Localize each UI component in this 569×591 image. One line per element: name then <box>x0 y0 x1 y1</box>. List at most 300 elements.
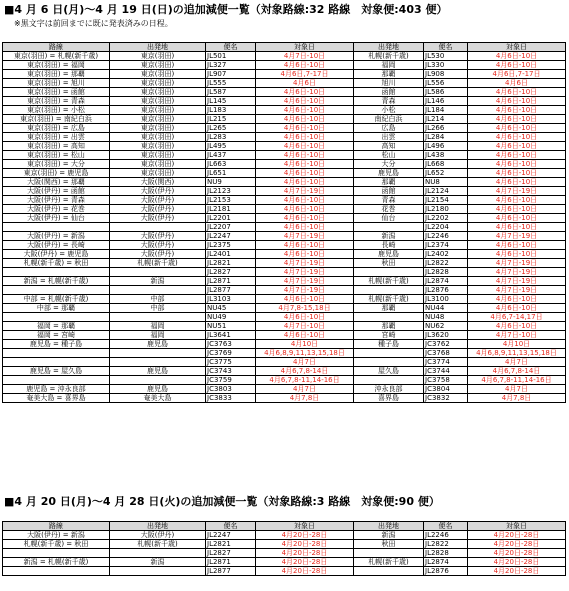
route-cell: 東京(羽田) = 福岡 <box>3 61 110 70</box>
table-row <box>3 223 566 232</box>
header-dates-return: 対象日 <box>468 522 566 531</box>
table-row <box>3 187 566 196</box>
table-row <box>3 385 566 394</box>
flight-return-cell: JL2124 <box>424 187 468 196</box>
flight-cell: JL327 <box>206 61 256 70</box>
dates-return-cell: 4月6,7-14,17日 <box>468 313 566 322</box>
origin-cell: 札幌(新千歳) <box>110 259 206 268</box>
origin-cell: 大阪(伊丹) <box>110 205 206 214</box>
origin-return-cell: 札幌(新千歳) <box>354 52 424 61</box>
route-cell: 東京(羽田) = 函館 <box>3 88 110 97</box>
dates-return-cell: 4月6日-10日 <box>468 52 566 61</box>
flight-return-cell: JL556 <box>424 79 468 88</box>
flight-cell: JC3759 <box>206 376 256 385</box>
table-row <box>3 61 566 70</box>
dates-return-cell: 4月6,7,8-11,14-16日 <box>468 376 566 385</box>
origin-cell: 札幌(新千歳) <box>110 540 206 549</box>
origin-return-cell: 種子島 <box>354 340 424 349</box>
flight-return-cell: JL184 <box>424 106 468 115</box>
origin-cell: 大阪(伊丹) <box>110 232 206 241</box>
dates-return-cell: 4月6日-10日 <box>468 205 566 214</box>
origin-cell: 東京(羽田) <box>110 151 206 160</box>
origin-return-cell: 高知 <box>354 142 424 151</box>
table-april-6-19 <box>2 42 566 403</box>
flight-return-cell: JL146 <box>424 97 468 106</box>
route-cell: 東京(羽田) = 札幌(新千歳) <box>3 52 110 61</box>
route-cell: 東京(羽田) = 松山 <box>3 151 110 160</box>
flight-return-cell: JL2180 <box>424 205 468 214</box>
route-cell <box>3 286 110 295</box>
flight-return-cell: JC3762 <box>424 340 468 349</box>
dates-cell: 4月6日-10日 <box>256 169 354 178</box>
origin-return-cell: 旭川 <box>354 79 424 88</box>
dates-return-cell: 4月7日-19日 <box>468 277 566 286</box>
origin-return-cell: 鹿児島 <box>354 169 424 178</box>
dates-return-cell: 4月6日-10日 <box>468 88 566 97</box>
origin-return-cell: 沖永良部 <box>354 385 424 394</box>
origin-return-cell: 長崎 <box>354 241 424 250</box>
origin-return-cell: 新潟 <box>354 531 424 540</box>
dates-cell: 4月7日 <box>256 358 354 367</box>
flight-return-cell: JL530 <box>424 52 468 61</box>
section1-note: ※黒文字は前回までに既に発表済みの日程。 <box>14 19 173 28</box>
origin-return-cell: 那覇 <box>354 304 424 313</box>
flight-cell: JL3103 <box>206 295 256 304</box>
flight-return-cell: JL266 <box>424 124 468 133</box>
flight-cell: JL2153 <box>206 196 256 205</box>
dates-cell: 4月6,7,8-11,14-16日 <box>256 376 354 385</box>
dates-return-cell: 4月6日-10日 <box>468 61 566 70</box>
dates-return-cell: 4月6日 <box>468 79 566 88</box>
origin-return-cell: 秋田 <box>354 540 424 549</box>
flight-cell: JL2821 <box>206 259 256 268</box>
header-flight-return: 便名 <box>424 43 468 52</box>
route-cell: 鹿児島 = 屋久島 <box>3 367 110 376</box>
flight-cell: JL663 <box>206 160 256 169</box>
flight-cell: JL183 <box>206 106 256 115</box>
dates-cell: 4月6日-10日 <box>256 250 354 259</box>
table-row <box>3 340 566 349</box>
table-row <box>3 214 566 223</box>
origin-cell: 新潟 <box>110 277 206 286</box>
flight-cell: NU9 <box>206 178 256 187</box>
flight-return-cell: JL2876 <box>424 567 468 576</box>
origin-return-cell: 出雲 <box>354 133 424 142</box>
origin-return-cell: 大分 <box>354 160 424 169</box>
route-cell <box>3 313 110 322</box>
table-row <box>3 178 566 187</box>
dates-cell: 4月6日-10日 <box>256 133 354 142</box>
origin-return-cell: 函館 <box>354 187 424 196</box>
dates-return-cell: 4月6日-10日 <box>468 169 566 178</box>
origin-return-cell <box>354 286 424 295</box>
dates-cell: 4月7日 <box>256 385 354 394</box>
origin-return-cell: 宮崎 <box>354 331 424 340</box>
flight-cell: JL2827 <box>206 549 256 558</box>
flight-return-cell: JL438 <box>424 151 468 160</box>
origin-cell: 東京(羽田) <box>110 70 206 79</box>
dates-cell: 4月6日-10日 <box>256 205 354 214</box>
flight-cell: JL145 <box>206 97 256 106</box>
table-row <box>3 250 566 259</box>
table-row <box>3 106 566 115</box>
origin-cell <box>110 376 206 385</box>
dates-cell: 4月7日-19日 <box>256 232 354 241</box>
route-cell: 大阪(伊丹) = 新潟 <box>3 232 110 241</box>
dates-return-cell: 4月6日-10日 <box>468 97 566 106</box>
origin-cell: 奄美大島 <box>110 394 206 403</box>
origin-cell <box>110 286 206 295</box>
header-flight: 便名 <box>206 522 256 531</box>
flight-return-cell: NU48 <box>424 313 468 322</box>
route-cell <box>3 349 110 358</box>
dates-cell: 4月6日-10日 <box>256 295 354 304</box>
route-cell: 東京(羽田) = 出雲 <box>3 133 110 142</box>
flight-cell: JL555 <box>206 79 256 88</box>
flight-cell: JL907 <box>206 70 256 79</box>
route-cell: 鹿児島 = 沖永良部 <box>3 385 110 394</box>
origin-return-cell <box>354 358 424 367</box>
route-cell: 大阪(伊丹) = 青森 <box>3 196 110 205</box>
flight-cell: JL283 <box>206 133 256 142</box>
flight-return-cell: NU8 <box>424 178 468 187</box>
flight-return-cell: JL652 <box>424 169 468 178</box>
table-row <box>3 567 566 576</box>
dates-return-cell: 4月6日-10日 <box>468 115 566 124</box>
origin-return-cell <box>354 549 424 558</box>
table-row <box>3 133 566 142</box>
dates-cell: 4月20日-28日 <box>256 549 354 558</box>
origin-cell: 大阪(伊丹) <box>110 241 206 250</box>
flight-cell: JL501 <box>206 52 256 61</box>
origin-cell: 大阪(伊丹) <box>110 214 206 223</box>
origin-cell: 東京(羽田) <box>110 169 206 178</box>
flight-cell: JL2181 <box>206 205 256 214</box>
dates-cell: 4月6日,7-17日 <box>256 70 354 79</box>
origin-cell <box>110 358 206 367</box>
origin-cell: 福岡 <box>110 331 206 340</box>
table-row <box>3 549 566 558</box>
table-header-row <box>3 522 566 531</box>
dates-cell: 4月7日-19日 <box>256 277 354 286</box>
route-cell: 奄美大島 = 喜界島 <box>3 394 110 403</box>
dates-cell: 4月7,8日 <box>256 394 354 403</box>
origin-return-cell: 新潟 <box>354 232 424 241</box>
route-cell: 新潟 = 札幌(新千歳) <box>3 558 110 567</box>
origin-return-cell <box>354 313 424 322</box>
dates-return-cell: 4月7日-10日 <box>468 331 566 340</box>
table-row <box>3 124 566 133</box>
origin-return-cell: 南紀白浜 <box>354 115 424 124</box>
table-row <box>3 196 566 205</box>
origin-return-cell: 仙台 <box>354 214 424 223</box>
origin-return-cell <box>354 349 424 358</box>
origin-return-cell: 札幌(新千歳) <box>354 277 424 286</box>
origin-cell: 東京(羽田) <box>110 124 206 133</box>
origin-cell: 東京(羽田) <box>110 79 206 88</box>
origin-cell: 鹿児島 <box>110 385 206 394</box>
table-row <box>3 115 566 124</box>
dates-cell: 4月6日-10日 <box>256 331 354 340</box>
header-dates: 対象日 <box>256 522 354 531</box>
origin-return-cell: 那覇 <box>354 322 424 331</box>
dates-cell: 4月7日-19日 <box>256 268 354 277</box>
flight-cell: JL2247 <box>206 531 256 540</box>
header-flight: 便名 <box>206 43 256 52</box>
dates-cell: 4月7日-19日 <box>256 259 354 268</box>
flight-cell: JL2827 <box>206 268 256 277</box>
dates-cell: 4月6日-10日 <box>256 97 354 106</box>
flight-cell: JL2821 <box>206 540 256 549</box>
dates-cell: 4月6日-10日 <box>256 178 354 187</box>
origin-return-cell <box>354 268 424 277</box>
table-april-20-28 <box>2 521 566 576</box>
flight-cell: JL2871 <box>206 277 256 286</box>
dates-return-cell: 4月20日-28日 <box>468 531 566 540</box>
origin-cell: 東京(羽田) <box>110 160 206 169</box>
flight-return-cell: JL2204 <box>424 223 468 232</box>
flight-cell: JL2207 <box>206 223 256 232</box>
dates-return-cell: 4月6日,7-17日 <box>468 70 566 79</box>
dates-cell: 4月6日-10日 <box>256 88 354 97</box>
route-cell: 東京(羽田) = 広島 <box>3 124 110 133</box>
table-row <box>3 268 566 277</box>
dates-return-cell: 4月7日-19日 <box>468 187 566 196</box>
table-row <box>3 540 566 549</box>
dates-cell: 4月20日-28日 <box>256 558 354 567</box>
dates-return-cell: 4月7日-19日 <box>468 268 566 277</box>
flight-cell: JC3833 <box>206 394 256 403</box>
origin-return-cell: 鹿児島 <box>354 250 424 259</box>
dates-cell: 4月6日-10日 <box>256 61 354 70</box>
header-origin: 出発地 <box>110 522 206 531</box>
dates-cell: 4月6日-10日 <box>256 196 354 205</box>
flight-cell: JL2201 <box>206 214 256 223</box>
origin-cell <box>110 268 206 277</box>
table-row <box>3 367 566 376</box>
dates-cell: 4月6日-10日 <box>256 214 354 223</box>
route-cell: 大阪(伊丹) = 鹿児島 <box>3 250 110 259</box>
table-row <box>3 88 566 97</box>
table-row <box>3 358 566 367</box>
route-cell: 東京(羽田) = 南紀白浜 <box>3 115 110 124</box>
route-cell <box>3 268 110 277</box>
dates-return-cell: 4月6日-10日 <box>468 250 566 259</box>
flight-cell: JL651 <box>206 169 256 178</box>
flight-cell: JC3769 <box>206 349 256 358</box>
table-row <box>3 349 566 358</box>
dates-cell: 4月20日-28日 <box>256 567 354 576</box>
table-row <box>3 79 566 88</box>
flight-return-cell: JL2822 <box>424 540 468 549</box>
route-cell: 大阪(伊丹) = 函館 <box>3 187 110 196</box>
flight-cell: JL2375 <box>206 241 256 250</box>
dates-cell: 4月6,8,9,11,13,15,18日 <box>256 349 354 358</box>
route-cell: 新潟 = 札幌(新千歳) <box>3 277 110 286</box>
flight-cell: JL265 <box>206 124 256 133</box>
origin-cell: 大阪(伊丹) <box>110 187 206 196</box>
flight-return-cell: JL668 <box>424 160 468 169</box>
dates-cell: 4月7日-10日 <box>256 52 354 61</box>
table-row <box>3 151 566 160</box>
table-row <box>3 322 566 331</box>
header-route: 路線 <box>3 522 110 531</box>
flight-return-cell: JL284 <box>424 133 468 142</box>
flight-cell: NU51 <box>206 322 256 331</box>
flight-return-cell: JL2374 <box>424 241 468 250</box>
route-cell: 東京(羽田) = 旭川 <box>3 79 110 88</box>
table-row <box>3 205 566 214</box>
origin-cell: 中部 <box>110 304 206 313</box>
dates-return-cell: 4月20日-28日 <box>468 549 566 558</box>
origin-cell: 東京(羽田) <box>110 115 206 124</box>
origin-return-cell: 青森 <box>354 97 424 106</box>
table-row <box>3 286 566 295</box>
origin-cell: 東京(羽田) <box>110 52 206 61</box>
flight-cell: JC3763 <box>206 340 256 349</box>
dates-return-cell: 4月6日-10日 <box>468 106 566 115</box>
flight-return-cell: JC3804 <box>424 385 468 394</box>
dates-cell: 4月6日-10日 <box>256 106 354 115</box>
origin-return-cell: 青森 <box>354 196 424 205</box>
origin-cell: 大阪(伊丹) <box>110 196 206 205</box>
dates-cell: 4月20日-28日 <box>256 540 354 549</box>
flight-return-cell: JL586 <box>424 88 468 97</box>
table-row <box>3 277 566 286</box>
dates-return-cell: 4月7日 <box>468 358 566 367</box>
route-cell: 中部 = 那覇 <box>3 304 110 313</box>
route-cell: 東京(羽田) = 青森 <box>3 97 110 106</box>
origin-cell <box>110 567 206 576</box>
flight-return-cell: JL2154 <box>424 196 468 205</box>
dates-return-cell: 4月6日-10日 <box>468 151 566 160</box>
table-header-row <box>3 43 566 52</box>
dates-cell: 4月6日-10日 <box>256 142 354 151</box>
dates-cell: 4月7日-10日 <box>256 322 354 331</box>
flight-return-cell: JL2828 <box>424 268 468 277</box>
flight-cell: JL3641 <box>206 331 256 340</box>
origin-return-cell: 松山 <box>354 151 424 160</box>
flight-cell: JL215 <box>206 115 256 124</box>
header-dates-return: 対象日 <box>468 43 566 52</box>
flight-cell: JL2877 <box>206 286 256 295</box>
origin-return-cell: 屋久島 <box>354 367 424 376</box>
dates-return-cell: 4月6日-10日 <box>468 295 566 304</box>
flight-return-cell: JC3768 <box>424 349 468 358</box>
flight-cell: NU49 <box>206 313 256 322</box>
origin-return-cell: 喜界島 <box>354 394 424 403</box>
route-cell: 中部 = 札幌(新千歳) <box>3 295 110 304</box>
route-cell: 福岡 = 宮崎 <box>3 331 110 340</box>
dates-cell: 4月7,8-15,18日 <box>256 304 354 313</box>
route-cell: 大阪(伊丹) = 仙台 <box>3 214 110 223</box>
dates-cell: 4月6日-10日 <box>256 151 354 160</box>
table-row <box>3 558 566 567</box>
dates-return-cell: 4月6日-10日 <box>468 304 566 313</box>
flight-return-cell: JL2246 <box>424 531 468 540</box>
route-cell: 東京(羽田) = 那覇 <box>3 70 110 79</box>
flight-cell: JL437 <box>206 151 256 160</box>
origin-cell <box>110 223 206 232</box>
dates-cell: 4月7日-19日 <box>256 286 354 295</box>
flight-return-cell: JC3832 <box>424 394 468 403</box>
dates-return-cell: 4月6日-10日 <box>468 160 566 169</box>
table-row <box>3 259 566 268</box>
table-row <box>3 169 566 178</box>
dates-return-cell: 4月6日-10日 <box>468 133 566 142</box>
origin-cell: 鹿児島 <box>110 340 206 349</box>
table-row <box>3 70 566 79</box>
flight-return-cell: JL2828 <box>424 549 468 558</box>
dates-return-cell: 4月7日-19日 <box>468 232 566 241</box>
table-row <box>3 313 566 322</box>
origin-return-cell: 札幌(新千歳) <box>354 558 424 567</box>
origin-return-cell <box>354 567 424 576</box>
flight-cell: JL2247 <box>206 232 256 241</box>
origin-return-cell: 花巻 <box>354 205 424 214</box>
origin-cell: 大阪(関西) <box>110 178 206 187</box>
flight-cell: JL2877 <box>206 567 256 576</box>
section2-title: ■4 月 20 日(月)～4 月 28 日(火)の追加減便一覧（対象路線:3 路線 対象便:90 便） <box>4 495 440 508</box>
flight-return-cell: JL330 <box>424 61 468 70</box>
flight-return-cell: JL496 <box>424 142 468 151</box>
dates-return-cell: 4月20日-28日 <box>468 567 566 576</box>
route-cell: 東京(羽田) = 鹿児島 <box>3 169 110 178</box>
flight-cell: JL495 <box>206 142 256 151</box>
route-cell <box>3 567 110 576</box>
dates-cell: 4月6日-10日 <box>256 241 354 250</box>
dates-return-cell: 4月6日-10日 <box>468 241 566 250</box>
dates-return-cell: 4月6,7,8-14日 <box>468 367 566 376</box>
origin-cell: 福岡 <box>110 322 206 331</box>
table-row <box>3 142 566 151</box>
header-route: 路線 <box>3 43 110 52</box>
route-cell: 東京(羽田) = 小松 <box>3 106 110 115</box>
flight-cell: JL2123 <box>206 187 256 196</box>
origin-cell: 中部 <box>110 295 206 304</box>
flight-return-cell: JC3774 <box>424 358 468 367</box>
dates-return-cell: 4月7日 <box>468 385 566 394</box>
route-cell: 大阪(関西) = 那覇 <box>3 178 110 187</box>
route-cell <box>3 549 110 558</box>
flight-return-cell: JL2246 <box>424 232 468 241</box>
origin-return-cell: 那覇 <box>354 70 424 79</box>
dates-return-cell: 4月20日-28日 <box>468 558 566 567</box>
route-cell <box>3 358 110 367</box>
table-row <box>3 232 566 241</box>
origin-cell <box>110 549 206 558</box>
dates-return-cell: 4月6日-10日 <box>468 178 566 187</box>
flight-return-cell: JC3744 <box>424 367 468 376</box>
origin-cell: 大阪(伊丹) <box>110 250 206 259</box>
route-cell <box>3 376 110 385</box>
dates-return-cell: 4月6日-10日 <box>468 124 566 133</box>
table-row <box>3 531 566 540</box>
route-cell <box>3 223 110 232</box>
flight-return-cell: JL2874 <box>424 558 468 567</box>
origin-cell <box>110 313 206 322</box>
origin-cell: 大阪(伊丹) <box>110 531 206 540</box>
table-row <box>3 295 566 304</box>
header-origin: 出発地 <box>110 43 206 52</box>
origin-return-cell: 札幌(新千歳) <box>354 295 424 304</box>
route-cell: 札幌(新千歳) = 秋田 <box>3 540 110 549</box>
dates-cell: 4月7日-19日 <box>256 187 354 196</box>
dates-cell: 4月6日-10日 <box>256 223 354 232</box>
dates-cell: 4月6日 <box>256 79 354 88</box>
dates-cell: 4月6日-10日 <box>256 160 354 169</box>
origin-cell: 東京(羽田) <box>110 133 206 142</box>
